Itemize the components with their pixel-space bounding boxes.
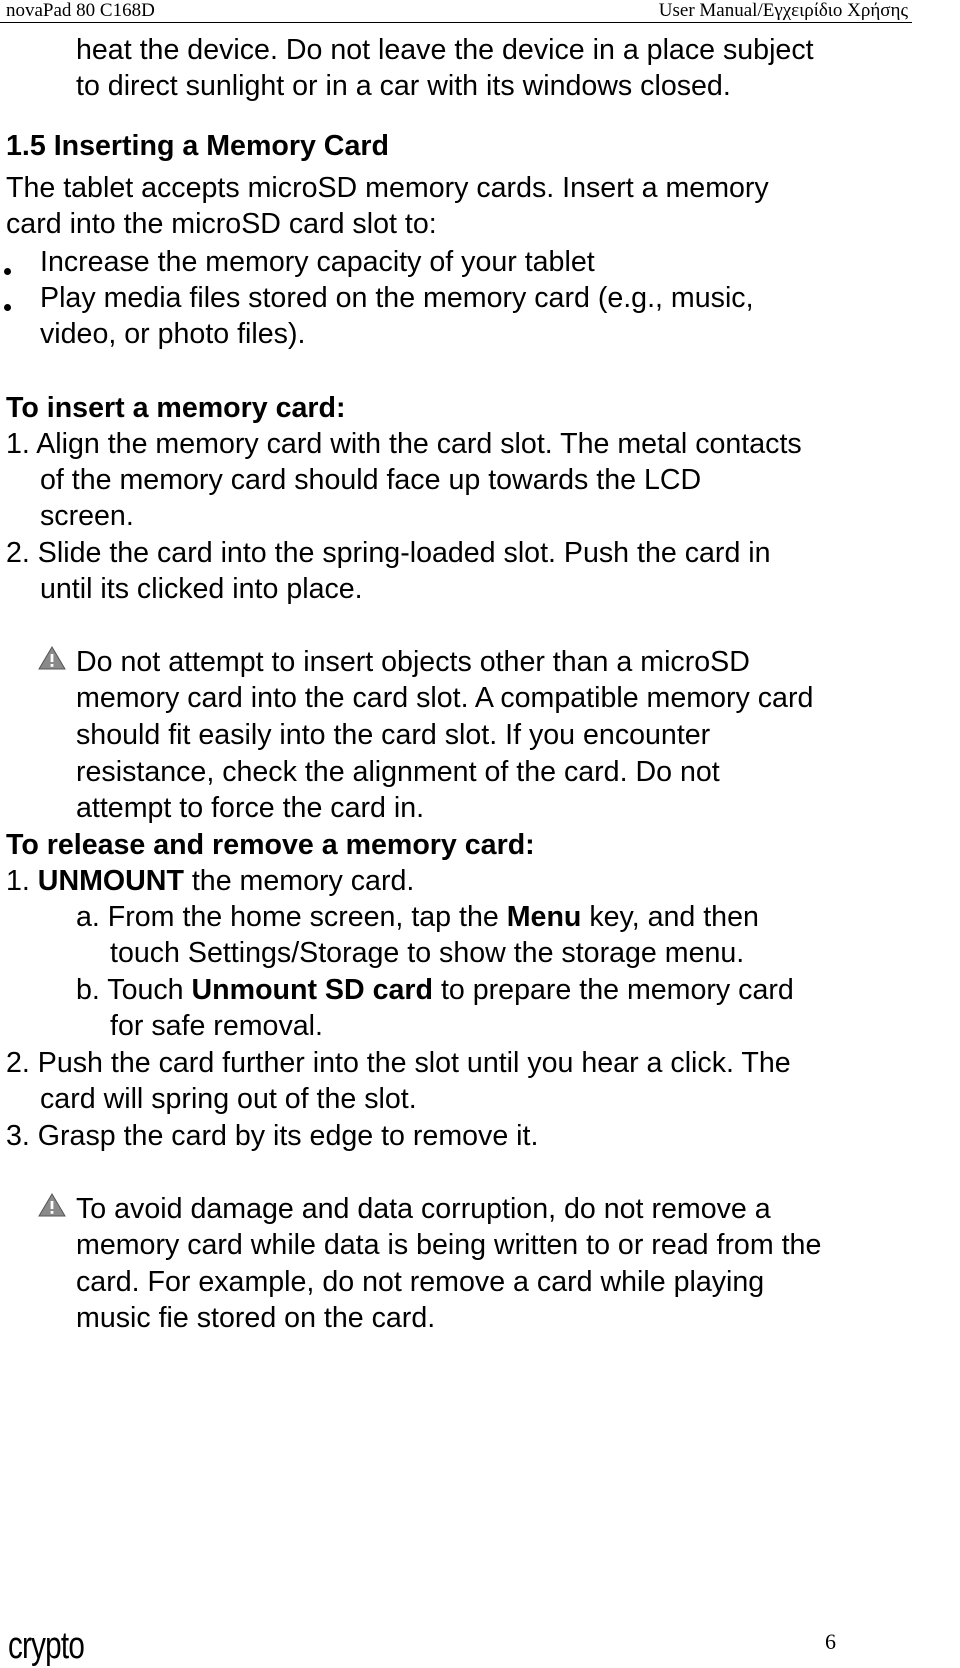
remove-substep-a-line-2: touch Settings/Storage to show the storage menu. [110,937,745,969]
remove-step-1-bold: UNMOUNT [37,865,184,897]
warning-1-line-1: Do not attempt to insert objects other than a microSD [76,646,750,678]
insert-heading: To insert a memory card: [6,392,346,424]
warning-1-line-2: memory card into the card slot. A compatible memory card [76,682,814,714]
remove-step-2-line-2: card will spring out of the slot. [40,1083,417,1115]
remove-substep-b-line-2: for safe removal. [110,1010,323,1042]
warning-1-line-4: resistance, check the alignment of the card. Do not [76,756,720,788]
intro-line-2: to direct sunlight or in a car with its windows closed. [76,70,731,102]
remove-step-3: 3. Grasp the card by its edge to remove it. [6,1120,539,1152]
header-product-name: novaPad 80 C168D [6,0,155,21]
remove-step-2-line-1: 2. Push the card further into the slot until you hear a click. The [6,1047,791,1079]
bullet-dot [4,268,11,275]
insert-step-1-line-2: of the memory card should face up towards the LCD [40,464,702,496]
warning-2-line-1: To avoid damage and data corruption, do not remove a [76,1193,771,1225]
section-paragraph-line-2: card into the microSD card slot to: [6,208,437,240]
bullet-dot [4,304,11,311]
section-title: 1.5 Inserting a Memory Card [6,130,389,162]
substep-a-text-end: key, and then [581,901,759,933]
crypto-logo: crypto [8,1625,85,1667]
header-manual-title: User Manual/Εγχειρίδιο Χρήσης [658,0,908,21]
remove-step-1 [6,863,414,899]
remove-heading: To release and remove a memory card: [6,829,535,861]
page-header [0,0,912,23]
unmount-option-label: Unmount SD card [191,974,434,1006]
remove-substep-a-line-1 [76,899,759,935]
warning-icon [38,1193,66,1217]
warning-icon [38,646,66,670]
substep-b-text: b. Touch [76,974,192,1006]
bullet-2-line-1: Play media files stored on the memory card (e.g., music, [40,282,754,314]
substep-a-text: a. From the home screen, tap the [76,901,507,933]
substep-b-text-end: to prepare the memory card [433,974,794,1006]
bullet-1: Increase the memory capacity of your tablet [40,246,595,278]
remove-substep-b-line-1 [76,972,794,1008]
bullet-2-line-2: video, or photo files). [40,318,306,350]
insert-step-2-line-2: until its clicked into place. [40,573,363,605]
warning-1-line-5: attempt to force the card in. [76,792,425,824]
remove-step-1-rest: the memory card. [183,865,415,897]
intro-line-1: heat the device. Do not leave the device in a place subject [76,34,814,66]
warning-2-line-3: card. For example, do not remove a card while playing [76,1266,765,1298]
insert-step-2-line-1: 2. Slide the card into the spring-loaded slot. Push the card in [6,537,771,569]
page-number: 6 [825,1629,836,1654]
menu-key-label: Menu [506,901,582,933]
remove-step-1-number: 1. [6,865,38,897]
warning-1-line-3: should fit easily into the card slot. If you encounter [76,719,711,751]
warning-2-line-2: memory card while data is being written to or read from the [76,1229,822,1261]
section-paragraph-line-1: The tablet accepts microSD memory cards. Insert a memory [6,172,769,204]
insert-step-1-line-3: screen. [40,500,134,532]
warning-2-line-4: music fie stored on the card. [76,1302,436,1334]
insert-step-1-line-1: 1. Align the memory card with the card slot. The metal contacts [6,428,802,460]
